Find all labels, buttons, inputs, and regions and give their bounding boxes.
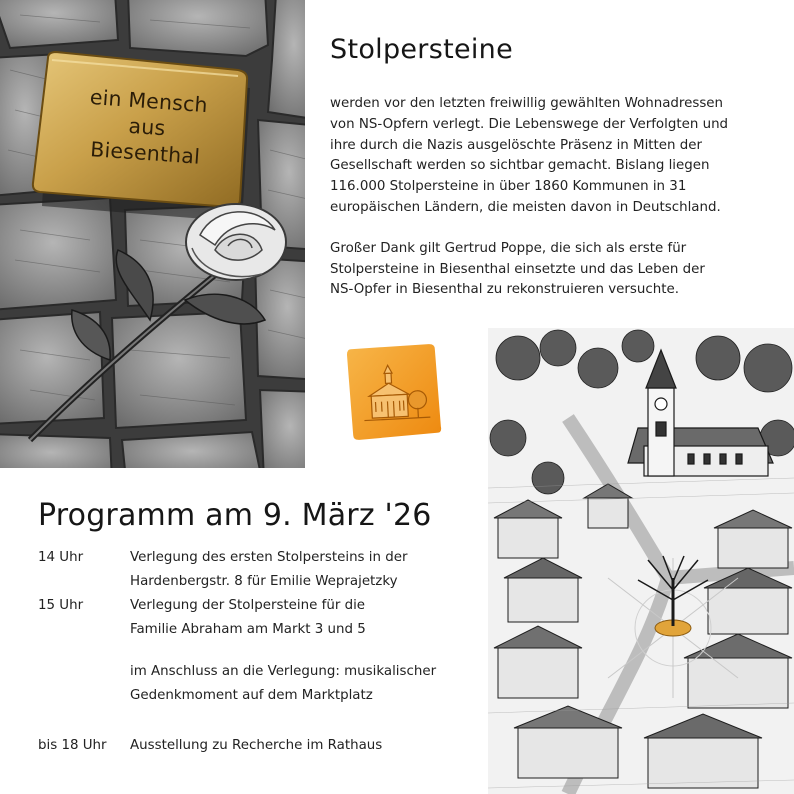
- program-item-text: Verlegung der Stolpersteine für die Familie Abraham am Markt 3 und 5: [130, 598, 366, 637]
- program-item-text: im Anschluss an die Verlegung: musikalischer Gedenkmoment auf dem Marktplatz: [130, 664, 437, 703]
- intro-paragraph-1: werden vor den letzten freiwillig gewählten Wohnadressen von NS-Opfern verlegt. Die Lebenswege der Verfolgten und ihre durch die Nazis ausgelöschte Präsenz in Mitten der Gesellschaft werden so sichtbar gemacht. Bislang liegen 116.000 Stolpersteine in über 1860 Kommunen in 31 europäischen Ländern, die meisten davon in Deutschland.: [330, 96, 729, 215]
- town-hall-icon: [343, 341, 446, 444]
- plaque-line-3: Biesenthal: [89, 137, 201, 169]
- plaque-line-2: aus: [127, 113, 167, 141]
- program-title: Programm am 9. März '26: [38, 498, 432, 533]
- program-item-time: 14 Uhr: [38, 550, 84, 565]
- town-illustration: [488, 328, 794, 794]
- program-list: [38, 546, 478, 758]
- program-item-time: 15 Uhr: [38, 598, 84, 613]
- plaque-inscription: [59, 82, 234, 172]
- program-item-text: Verlegung des ersten Stolpersteins in der Hardenbergstr. 8 für Emilie Weprajetzky: [130, 550, 408, 589]
- intro-text: [330, 94, 770, 301]
- program-item: [38, 734, 478, 758]
- program-item: [38, 546, 478, 594]
- program-item: [38, 594, 478, 642]
- page-title: Stolpersteine: [330, 34, 513, 65]
- program-item-time: bis 18 Uhr: [38, 738, 107, 753]
- program-item-text: Ausstellung zu Recherche im Rathaus: [130, 738, 383, 753]
- stolperstein-illustration: [0, 0, 305, 468]
- cobblestone-drawing: [0, 0, 305, 468]
- program-item: [38, 660, 478, 708]
- plaque-line-1: ein Mensch: [89, 84, 209, 118]
- town-hall-logo: [343, 341, 446, 444]
- biesenthal-drawing: [488, 328, 794, 794]
- intro-paragraph-2: Großer Dank gilt Gertrud Poppe, die sich als erste für Stolpersteine in Biesenthal einsetzte und das Leben der NS-Opfer in Biesenthal zu rekonstruieren versuchte.: [330, 240, 705, 298]
